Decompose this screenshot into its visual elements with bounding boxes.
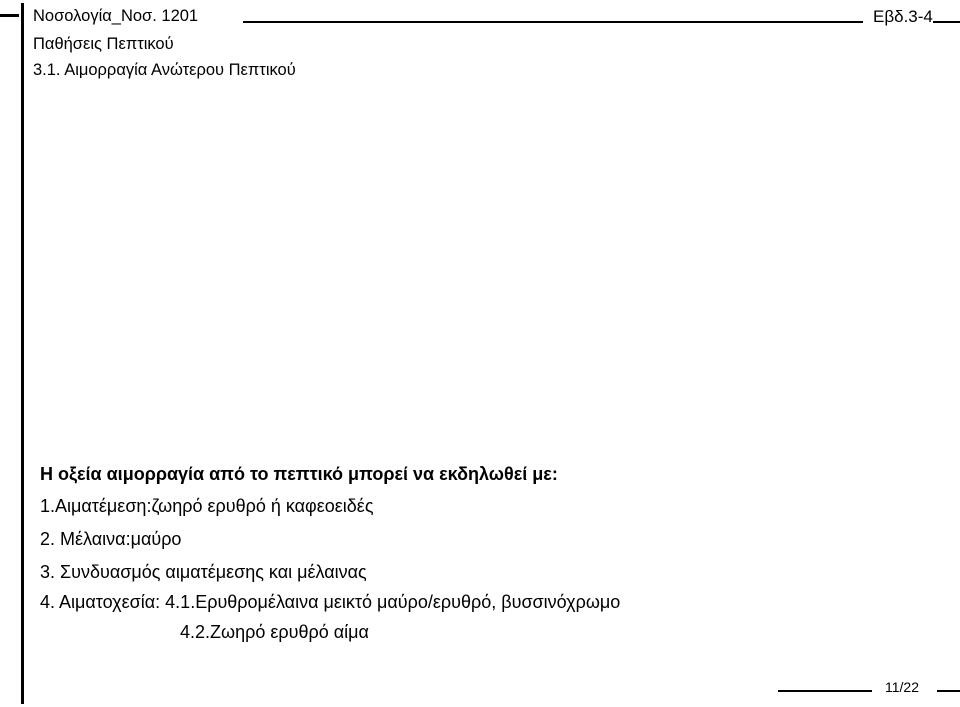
section-title: Παθήσεις Πεπτικού <box>33 35 174 53</box>
page-number: 11/22 <box>885 679 919 695</box>
top-header-rule <box>243 21 863 23</box>
list-item-hematochezia: 4. Αιματοχεσία: 4.1.Ερυθρομέλαινα μεικτό μαύρο/ερυθρό, βυσσινόχρωμο <box>40 592 621 612</box>
footer-rule <box>778 690 872 692</box>
footer-rule-right <box>937 690 960 692</box>
topic-title: 3.1. Αιμορραγία Ανώτερου Πεπτικού <box>33 61 296 79</box>
top-left-rule <box>0 14 19 17</box>
week-reference: Εβδ.3-4 <box>873 7 933 26</box>
list-item-hematemesis: 1.Αιματέμεση:ζωηρό ερυθρό ή καφεοειδές <box>40 496 374 516</box>
list-item-melena: 2. Μέλαινα:μαύρο <box>40 529 182 549</box>
intro-heading: Η οξεία αιμορραγία από το πεπτικό μπορεί να εκδηλωθεί με: <box>40 464 558 484</box>
left-margin-line <box>21 3 24 704</box>
course-title: Νοσολογία_Νοσ. 1201 <box>33 7 199 25</box>
top-right-rule <box>933 21 960 23</box>
list-item-combined: 3. Συνδυασμός αιματέμεσης και μέλαινας <box>40 562 367 582</box>
list-subitem-bright-red-blood: 4.2.Ζωηρό ερυθρό αίμα <box>180 622 369 642</box>
